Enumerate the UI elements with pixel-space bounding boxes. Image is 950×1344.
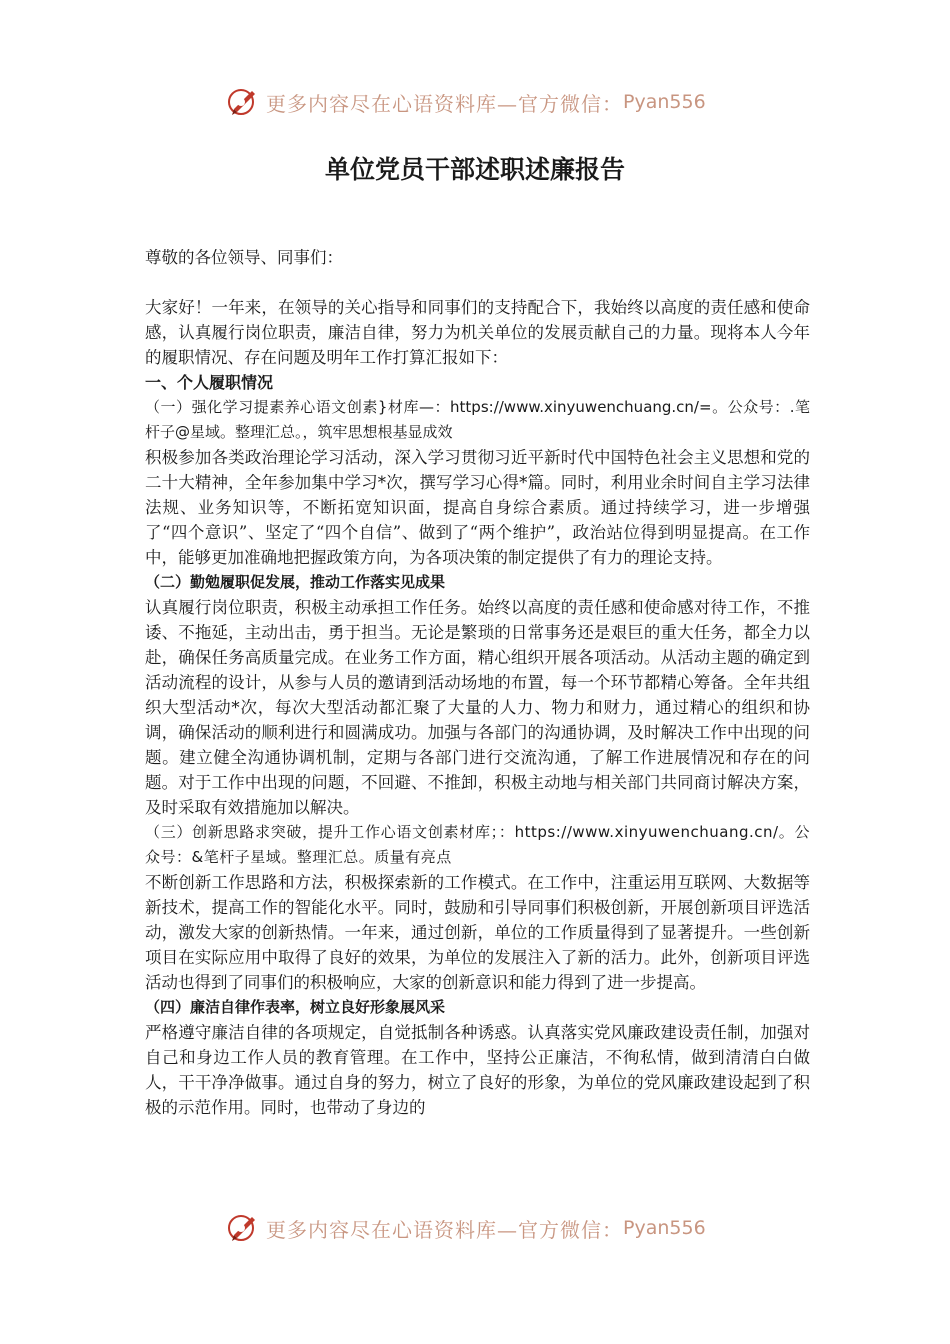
subsection-body-3: 不断创新工作思路和方法，积极探索新的工作模式。在工作中，注重运用互联网、大数据等新技术，提高工作的智能化水平。同时，鼓励和引导同事们积极创新，开展创新项目评选活动，激发大家的创新热情。一年来，通过创新，单位的工作质量得到了显著提升。一些创新项目在实际应用中取得了良好的效果，为单位的发展注入了新的活力。此外，创新项目评选活动也得到了同事们的积极响应，大家的创新意识和能力得到了进一步提高。	[145, 873, 810, 992]
subsection-body-1: 积极参加各类政治理论学习活动，深入学习贯彻习近平新时代中国特色社会主义思想和党的二十大精神，全年参加集中学习*次，撰写学习心得*篇。同时，利用业余时间自主学习法律法规、业务知识等，不断拓宽知识面，提高自身综合素质。通过持续学习，进一步增强了“四个意识”、坚定了“四个自信”、做到了“两个维护”，政治站位得到明显提高。在工作中，能够更加准确地把握政策方向，为各项决策的制定提供了有力的理论支持。	[145, 448, 810, 567]
section-heading: 一、个人履职情况	[145, 373, 274, 392]
subsection-body-2: 认真履行岗位职责，积极主动承担工作任务。始终以高度的责任感和使命感对待工作，不推诿、不拖延，主动出击，勇于担当。无论是繁琐的日常事务还是艰巨的重大任务，都全力以赴，确保任务高质量完成。在业务工作方面，精心组织开展各项活动。从活动主题的确定到活动流程的设计，从参与人员的邀请到活动场地的布置，每一个环节都精心筹备。全年共组织大型活动*次，每次大型活动都汇聚了大量的人力、物力和财力，通过精心的组织和协调，确保活动的顺利进行和圆满成功。加强与各部门的沟通协调，及时解决工作中出现的问题。建立健全沟通协调机制，定期与各部门进行交流沟通，了解工作进展情况和存在的问题。对于工作中出现的问题，不回避、不推卸，积极主动地与相关部门共同商讨解决方案，及时采取有效措施加以解决。	[145, 598, 810, 817]
watermark-code: Pyan556	[623, 91, 706, 113]
subsection-body-4: 严格遵守廉洁自律的各项规定，自觉抵制各种诱惑。认真落实党风廉政建设责任制，加强对自己和身边工作人员的教育管理。在工作中，坚持公正廉洁，不徇私情，做到清清白白做人，干干净净做事。通过自身的努力，树立了良好的形象，为单位的党风廉政建设起到了积极的示范作用。同时，也带动了身边的	[145, 1023, 810, 1117]
watermark-footer	[226, 1210, 746, 1246]
watermark-code: Pyan556	[623, 1217, 706, 1239]
subsection-heading-2: （二）勤勉履职促发展，推动工作落实见成果	[145, 573, 446, 591]
page-title: 单位党员干部述职述廉报告	[324, 155, 625, 184]
pen-logo-icon	[226, 85, 260, 119]
greeting: 尊敬的各位领导、同事们：	[145, 248, 343, 267]
subsection-heading-1: （一）强化学习提素养心语文创素}材库—：https://www.xinyuwenchuang.cn/=。公众号：.笔杆子@星域。整理汇总。，筑牢思想根基显成效	[145, 398, 810, 441]
subsection-heading-4: （四）廉洁自律作表率，树立良好形象展风采	[145, 998, 446, 1016]
subsection-heading-3: （三）创新思路求突破，提升工作心语文创素材库；：https://www.xinyuwenchuang.cn/。公众号：&笔杆子星域。整理汇总。质量有亮点	[145, 823, 810, 866]
watermark-header	[226, 84, 746, 120]
intro-paragraph: 大家好！一年来，在领导的关心指导和同事们的支持配合下，我始终以高度的责任感和使命感，认真履行岗位职责，廉洁自律，努力为机关单位的发展贡献自己的力量。现将本人今年的履职情况、存在问题及明年工作打算汇报如下：	[145, 298, 810, 367]
watermark-text: 更多内容尽在心语资料库—官方微信：	[266, 1217, 623, 1242]
watermark-text: 更多内容尽在心语资料库—官方微信：	[266, 91, 623, 116]
document-body	[145, 245, 810, 1120]
pen-logo-icon	[226, 1211, 260, 1245]
